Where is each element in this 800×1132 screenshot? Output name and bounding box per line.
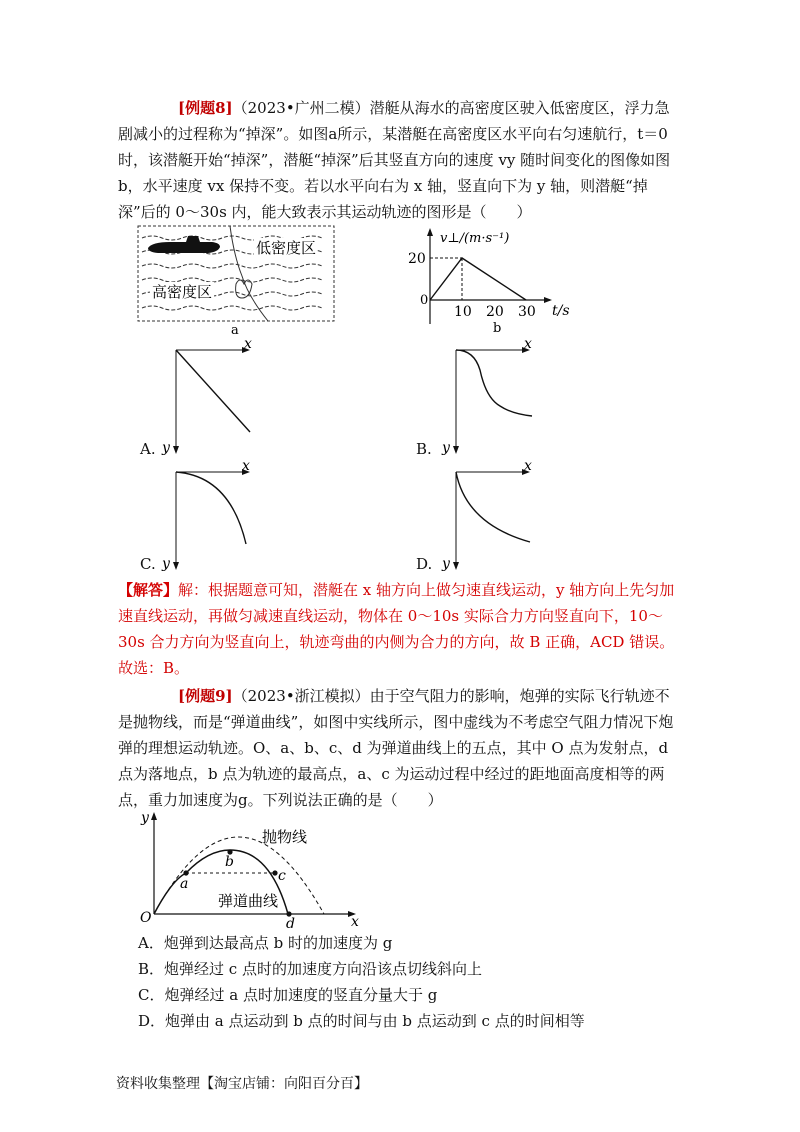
option-d-x-label: x	[524, 458, 532, 474]
question-9	[118, 683, 678, 813]
figure-a	[138, 226, 338, 336]
axis-x-label: x	[351, 914, 359, 930]
chart-y-label: v⊥/(m·s⁻¹)	[440, 231, 510, 246]
ballistic-label: 弹道曲线	[218, 892, 279, 910]
option-a-y-label: y	[162, 440, 170, 456]
ballistic-figure	[138, 810, 378, 930]
option-d-y-label: y	[442, 556, 450, 572]
option-9-d[interactable]: D．炮弹由 a 点运动到 b 点的时间与由 b 点运动到 c 点的时间相等	[138, 1012, 585, 1030]
option-b-letter[interactable]: B.	[416, 440, 432, 458]
x-tick-label: 30	[518, 304, 536, 320]
answer-8-choice: 故选：B。	[118, 659, 190, 677]
figure-a-caption: a	[231, 323, 239, 338]
option-b-graph[interactable]	[440, 336, 540, 456]
question-9-text: （2023•浙江模拟）由于空气阻力的影响，炮弹的实际飞行轨迹不是抛物线，而是“弹道曲线”，如图中实线所示，图中虚线为不考虑空气阻力情况下炮弹的理想运动轨迹。O、a、b、c、d 为弹道曲线上的五点，其中 O 点为发射点，d 点为落地点，b 点为轨迹的最高点，a、c 为运动过程中经过的距地面高度相等的两点，重力加速度为g。下列说法正确的是（ ）	[118, 687, 674, 809]
x-tick-label: 10	[454, 304, 472, 320]
chart-x-label: t/s	[552, 303, 570, 319]
option-d-graph[interactable]	[440, 456, 540, 571]
point-b-label: b	[225, 854, 234, 870]
question-9-tag: [例题9]	[178, 687, 233, 705]
figure-b-chart	[400, 228, 600, 338]
option-a-trajectory	[176, 350, 250, 432]
point-d-label: d	[286, 916, 295, 932]
option-a-graph[interactable]	[160, 336, 260, 456]
option-b-trajectory	[456, 350, 532, 416]
answer-8-tag: 【解答】	[118, 581, 179, 599]
option-c-letter[interactable]: C.	[140, 555, 156, 573]
high-density-label: 高密度区	[152, 283, 213, 301]
option-b-y-label: y	[442, 440, 450, 456]
option-c-y-label: y	[162, 556, 170, 572]
option-c-trajectory	[176, 472, 246, 544]
parabola-label: 抛物线	[262, 828, 308, 846]
footer: 资料收集整理【淘宝店铺：向阳百分百】	[116, 1076, 368, 1092]
option-c-graph[interactable]	[160, 456, 260, 571]
point-a-label: a	[180, 876, 189, 892]
question-8-text: （2023•广州二模）潜艇从海水的高密度区驶入低密度区，浮力急剧减小的过程称为“掉深”。如图a所示，某潜艇在高密度区水平向右匀速航行，t＝0时，该潜艇开始“掉深”，潜艇“掉深”后其竖直方向的速度 vy 随时间变化的图像如图b，水平速度 vx 保持不变。若以水平向右为 x 轴，竖直向下为 y 轴，则潜艇“掉深”后的 0～30s 内，能大致表示其运动轨迹的图形是（ ）	[118, 99, 671, 221]
vy-line	[430, 258, 526, 300]
answer-8	[118, 577, 678, 681]
option-9-a[interactable]: A．炮弹到达最高点 b 时的加速度为 g	[138, 934, 393, 952]
axis-y-label: y	[141, 810, 149, 826]
option-a-x-label: x	[244, 336, 252, 352]
figure-b-caption: b	[493, 321, 502, 336]
option-c-x-label: x	[242, 458, 250, 474]
y-tick-label: 20	[408, 251, 426, 267]
option-d-trajectory	[456, 472, 530, 542]
question-8-tag: [例题8]	[178, 99, 233, 117]
submarine-icon	[148, 236, 220, 253]
question-8	[118, 95, 678, 225]
option-b-x-label: x	[524, 336, 532, 352]
option-d-letter[interactable]: D.	[416, 555, 433, 573]
point-o-label: O	[140, 910, 152, 926]
point-c-label: c	[278, 868, 286, 884]
answer-8-text: 解：根据题意可知，潜艇在 x 轴方向上做匀速直线运动，y 轴方向上先匀加速直线运动，再做匀减速直线运动，物体在 0～10s 实际合力方向竖直向下，10～30s 合力方向为竖直向上，轨迹弯曲的内侧为合力的方向，故 B 正确，ACD 错误。	[118, 581, 675, 651]
chart-origin-label: 0	[420, 293, 429, 308]
option-a-letter[interactable]: A.	[140, 440, 156, 458]
option-9-b[interactable]: B．炮弹经过 c 点时的加速度方向沿该点切线斜向上	[138, 960, 482, 978]
low-density-label: 低密度区	[256, 239, 317, 257]
option-9-c[interactable]: C．炮弹经过 a 点时加速度的竖直分量大于 g	[138, 986, 438, 1004]
x-tick-label: 20	[486, 304, 504, 320]
